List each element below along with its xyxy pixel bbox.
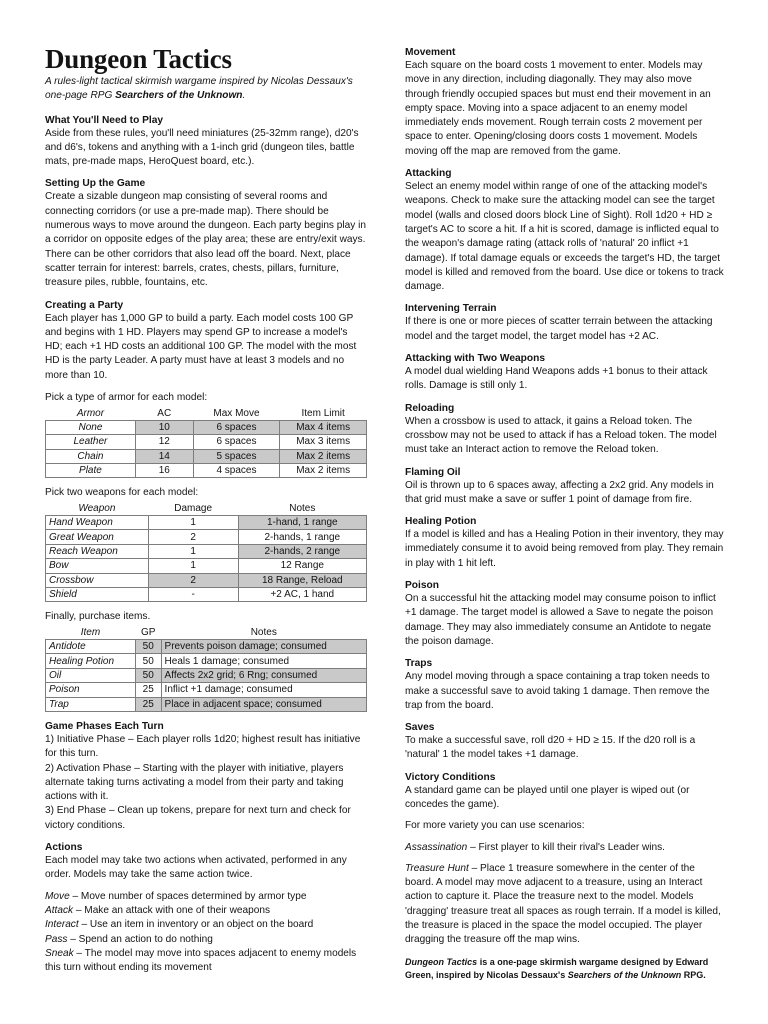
text-flaming-oil: Oil is thrown up to 6 spaces away, affecting a 2x2 grid. Any models in that grid must make a save or suffer 1 point of damage from fire. bbox=[405, 479, 714, 505]
subtitle-intro: A rules-light tactical skirmish wargame inspired by Nicolas Dessaux's one-page RPG bbox=[45, 76, 353, 102]
weapon-damage: 2 bbox=[148, 573, 238, 587]
weapon-name: Reach Weapon bbox=[46, 544, 149, 558]
weapons-intro: Pick two weapons for each model: bbox=[45, 487, 199, 499]
table-row bbox=[46, 559, 367, 573]
armor-type: Plate bbox=[46, 463, 136, 477]
section-victory bbox=[405, 771, 725, 948]
item-gp: 50 bbox=[135, 668, 161, 682]
weapon-name: Great Weapon bbox=[46, 530, 149, 544]
section-need bbox=[45, 114, 367, 170]
item-name: Trap bbox=[46, 697, 136, 711]
text-poison: On a successful hit the attacking model may consume poison to inflict +1 damage. The target model is allowed a Save to negate the poison damage. They may also immediately consume an Antidote to negate the poison damage. bbox=[405, 593, 716, 647]
credits-end: RPG. bbox=[681, 969, 706, 980]
subtitle bbox=[45, 75, 367, 104]
heading-terrain: Intervening Terrain bbox=[405, 303, 497, 315]
scenario-desc: – First player to kill their rival's Leader wins. bbox=[467, 841, 665, 853]
phase-line: 2) Activation Phase – Starting with the player with initiative, players alternate taking turns activating a model from their party and taking actions with it. bbox=[45, 762, 344, 803]
text-terrain: If there is one or more pieces of scatter terrain between the attacking model and the target model, the target model has +2 AC. bbox=[405, 316, 713, 342]
heading-reloading: Reloading bbox=[405, 402, 455, 414]
scenario-item bbox=[405, 841, 725, 855]
items-header: Item bbox=[46, 626, 136, 640]
section-flaming-oil bbox=[405, 466, 725, 508]
credits-title: Dungeon Tactics bbox=[405, 956, 478, 967]
armor-header: Max Move bbox=[193, 406, 280, 420]
action-desc: – Use an item in inventory or an object on the board bbox=[78, 919, 314, 931]
table-row bbox=[46, 573, 367, 587]
action-desc: – Move number of spaces determined by armor type bbox=[69, 890, 307, 902]
item-notes: Inflict +1 damage; consumed bbox=[161, 683, 366, 697]
action-item bbox=[45, 947, 367, 976]
text-attacking: Select an enemy model within range of one of the attacking model's weapons. Check to make sure the attacking model can see the target model (walls and closed doors block Line of Sight). Roll 1d20 + HD ≥ target's AC to score a hit. If a hit is scored, damage is inflicted equal to the weapon's damage rating (attack rolls of 'natural' 20 inflict +1 damage). If total damage equals or exceeds the target's HD, the target model is killed and removed from the board. Use dice or tokens to track damage. bbox=[405, 181, 724, 293]
text-setup: Create a sizable dungeon map consisting of several rooms and connecting corridors (or use a pre-made map). There should be numerous ways to move around the dungeon. Each party begins play in a corridor on opposite edges of the play area; these are entry/exit ways. There can be other corridors that also lead off the board. Next, place scatter terrain for interest: barrels, crates, chests, pillars, furniture, treasure piles, rubble, fountains, etc. bbox=[45, 191, 366, 289]
phase-line: 1) Initiative Phase – Each player rolls 1d20; highest result has initiative for this turn. bbox=[45, 733, 361, 760]
weapon-notes: +2 AC, 1 hand bbox=[238, 587, 366, 601]
scenario-term: Assassination bbox=[405, 841, 468, 853]
weapon-notes: 12 Range bbox=[238, 559, 366, 573]
heading-flaming-oil: Flaming Oil bbox=[405, 466, 461, 478]
subtitle-period: . bbox=[242, 90, 246, 102]
armor-type: Leather bbox=[46, 435, 136, 449]
subtitle-book-title: Searchers of the Unknown bbox=[115, 90, 243, 102]
section-party bbox=[45, 299, 367, 383]
items-header: GP bbox=[135, 626, 161, 640]
armor-ac: 12 bbox=[135, 435, 193, 449]
text-party: Each player has 1,000 GP to build a party. Each model costs 100 GP and begins with 1 HD. Players may spend GP to increase a model's HD; each +1 HD costs an additional 100 GP. The model with the most HD is the party Leader. A party must have at least 3 models and no more than 10. bbox=[45, 312, 357, 381]
weapon-damage: 1 bbox=[148, 559, 238, 573]
armor-type: None bbox=[46, 420, 136, 434]
action-desc: – Spend an action to do nothing bbox=[67, 933, 213, 945]
table-row bbox=[46, 697, 367, 711]
weapons-header: Damage bbox=[148, 502, 238, 516]
table-row bbox=[46, 544, 367, 558]
table-row bbox=[46, 640, 367, 654]
heading-actions: Actions bbox=[45, 842, 83, 854]
section-poison bbox=[405, 579, 725, 649]
text-movement: Each square on the board costs 1 movement to enter. Models may move in any direction, including diagonally. They may also move through friendly occupied spaces but must end their movement in an empty space. Moving into a space adjacent to an enemy model immediately ends movement. Rough terrain costs 2 movement per space to enter. Opening/closing doors costs 1 movement. Models moving off the map are removed from the game. bbox=[405, 60, 711, 157]
text-need: Aside from these rules, you'll need miniatures (25-32mm range), d20's and d6's, tokens and anything with a 1-inch grid (dungeon tiles, battle mats, pre-made maps, HeroQuest board, etc.). bbox=[45, 127, 359, 168]
credits-book-title: Searchers of the Unknown bbox=[567, 969, 682, 980]
scenario-term: Treasure Hunt bbox=[405, 862, 469, 874]
table-row bbox=[46, 515, 367, 529]
table-row bbox=[46, 463, 367, 477]
table-row bbox=[46, 654, 367, 668]
action-item bbox=[45, 918, 367, 932]
item-name: Oil bbox=[46, 668, 136, 682]
credits-text: is a one-page skirmish wargame designed by Edward Green, inspired by Nicolas Dessaux's bbox=[405, 956, 709, 980]
section-traps bbox=[405, 657, 725, 713]
heading-movement: Movement bbox=[405, 47, 456, 58]
weapon-damage: - bbox=[148, 587, 238, 601]
credits bbox=[405, 956, 725, 982]
item-notes: Place in adjacent space; consumed bbox=[161, 697, 366, 711]
items-header-row bbox=[46, 626, 367, 640]
item-notes: Heals 1 damage; consumed bbox=[161, 654, 366, 668]
item-gp: 50 bbox=[135, 640, 161, 654]
weapon-name: Crossbow bbox=[46, 573, 149, 587]
weapon-name: Hand Weapon bbox=[46, 515, 149, 529]
armor-limit: Max 3 items bbox=[280, 435, 367, 449]
weapons-header-row bbox=[46, 502, 367, 516]
action-desc: – Make an attack with one of their weapons bbox=[73, 904, 271, 916]
heading-attacking: Attacking bbox=[405, 168, 452, 180]
items-table bbox=[45, 626, 367, 712]
heading-two-weapons: Attacking with Two Weapons bbox=[405, 353, 545, 365]
weapon-damage: 2 bbox=[148, 530, 238, 544]
items-intro: Finally, purchase items. bbox=[45, 611, 151, 623]
armor-ac: 16 bbox=[135, 463, 193, 477]
table-row bbox=[46, 420, 367, 434]
items-header: Notes bbox=[161, 626, 366, 640]
armor-limit: Max 4 items bbox=[280, 420, 367, 434]
text-healing: If a model is killed and has a Healing Potion in their inventory, they may immediately consume it to avoid being removed from play. They remain in play with 1 hit left. bbox=[405, 529, 724, 569]
weapons-table bbox=[45, 502, 367, 603]
weapon-notes: 2-hands, 2 range bbox=[238, 544, 366, 558]
weapon-notes: 2-hands, 1 range bbox=[238, 530, 366, 544]
armor-move: 4 spaces bbox=[193, 463, 280, 477]
armor-move: 5 spaces bbox=[193, 449, 280, 463]
table-row bbox=[46, 683, 367, 697]
heading-poison: Poison bbox=[405, 580, 439, 592]
item-gp: 25 bbox=[135, 683, 161, 697]
text-two-weapons: A model dual wielding Hand Weapons adds +1 bonus to their attack rolls. Damage is still only 1. bbox=[405, 366, 708, 392]
weapon-notes: 18 Range, Reload bbox=[238, 573, 366, 587]
section-phases bbox=[45, 720, 367, 833]
item-name: Antidote bbox=[46, 640, 136, 654]
table-row bbox=[46, 587, 367, 601]
weapon-damage: 1 bbox=[148, 515, 238, 529]
section-reloading bbox=[405, 402, 725, 458]
text-saves: To make a successful save, roll d20 + HD ≥ 15. If the d20 roll is a 'natural' 1 the model takes +1 damage. bbox=[405, 735, 696, 761]
text-reloading: When a crossbow is used to attack, it gains a Reload token. The crossbow may not be used to attack if has a Reload token. The model must take an Interact action to remove the Reload token. bbox=[405, 415, 717, 456]
section-attacking bbox=[405, 167, 725, 294]
weapon-name: Shield bbox=[46, 587, 149, 601]
action-desc: – The model may move into spaces adjacent to enemy models this turn without ending its movement bbox=[45, 947, 357, 974]
heading-phases: Game Phases Each Turn bbox=[45, 720, 164, 732]
phase-line: 3) End Phase – Clean up tokens, prepare for next turn and check for victory conditions. bbox=[45, 805, 351, 831]
section-terrain bbox=[405, 302, 725, 344]
weapon-damage: 1 bbox=[148, 544, 238, 558]
table-row bbox=[46, 668, 367, 682]
item-name: Healing Potion bbox=[46, 654, 136, 668]
action-term: Attack bbox=[45, 904, 74, 916]
heading-setup: Setting Up the Game bbox=[45, 178, 146, 190]
section-actions bbox=[45, 841, 367, 975]
armor-type: Chain bbox=[46, 449, 136, 463]
action-item bbox=[45, 890, 367, 904]
armor-header-row bbox=[46, 406, 367, 420]
weapons-header: Weapon bbox=[46, 502, 149, 516]
action-term: Interact bbox=[45, 919, 79, 931]
heading-victory: Victory Conditions bbox=[405, 771, 496, 783]
text-traps: Any model moving through a space containing a trap token needs to make a successful save to avoid taking 1 damage. Then remove the trap from the board. bbox=[405, 671, 710, 711]
armor-intro: Pick a type of armor for each model: bbox=[45, 392, 208, 404]
table-row bbox=[46, 530, 367, 544]
action-item bbox=[45, 904, 367, 918]
armor-header: AC bbox=[135, 406, 193, 420]
section-saves bbox=[405, 721, 725, 763]
armor-header: Armor bbox=[46, 406, 136, 420]
table-row bbox=[46, 435, 367, 449]
section-healing bbox=[405, 515, 725, 571]
right-column bbox=[405, 46, 725, 982]
item-name: Poison bbox=[46, 683, 136, 697]
armor-move: 6 spaces bbox=[193, 435, 280, 449]
section-setup bbox=[45, 177, 367, 290]
heading-party: Creating a Party bbox=[45, 299, 124, 311]
heading-healing: Healing Potion bbox=[405, 516, 477, 528]
armor-table bbox=[45, 406, 367, 478]
action-term: Sneak bbox=[45, 947, 74, 959]
left-column bbox=[45, 44, 367, 983]
heading-saves: Saves bbox=[405, 722, 435, 734]
weapons-header: Notes bbox=[238, 502, 366, 516]
armor-ac: 14 bbox=[135, 449, 193, 463]
table-row bbox=[46, 449, 367, 463]
item-notes: Prevents poison damage; consumed bbox=[161, 640, 366, 654]
armor-limit: Max 2 items bbox=[280, 463, 367, 477]
section-two-weapons bbox=[405, 352, 725, 394]
heading-need: What You'll Need to Play bbox=[45, 114, 164, 126]
item-notes: Affects 2x2 grid; 6 Rng; consumed bbox=[161, 668, 366, 682]
text-victory: A standard game can be played until one player is wiped out (or concedes the game). bbox=[405, 784, 690, 810]
page-title: Dungeon Tactics bbox=[45, 44, 232, 74]
heading-traps: Traps bbox=[405, 658, 433, 670]
text-actions: Each model may take two actions when activated, performed in any order. Models may take the same action twice. bbox=[45, 855, 347, 881]
text-variety: For more variety you can use scenarios: bbox=[405, 820, 585, 832]
item-gp: 25 bbox=[135, 697, 161, 711]
action-item bbox=[45, 933, 367, 947]
armor-move: 6 spaces bbox=[193, 420, 280, 434]
armor-limit: Max 2 items bbox=[280, 449, 367, 463]
action-term: Pass bbox=[45, 933, 68, 945]
section-movement bbox=[405, 46, 725, 159]
armor-header: Item Limit bbox=[280, 406, 367, 420]
action-term: Move bbox=[45, 890, 70, 902]
armor-ac: 10 bbox=[135, 420, 193, 434]
weapon-name: Bow bbox=[46, 559, 149, 573]
scenario-desc: – Place 1 treasure somewhere in the center of the board. A model may move adjacent to a treasure, using an Interact action to capture it. Place the treasure next to the model. Models 'dragging' treasure treat all spaces as rough terrain. If a model is killed, the treasure is placed in the space the model occupied. The player dragging the treasure off the map wins. bbox=[405, 862, 721, 946]
item-gp: 50 bbox=[135, 654, 161, 668]
scenario-item bbox=[405, 862, 725, 948]
weapon-notes: 1-hand, 1 range bbox=[238, 515, 366, 529]
